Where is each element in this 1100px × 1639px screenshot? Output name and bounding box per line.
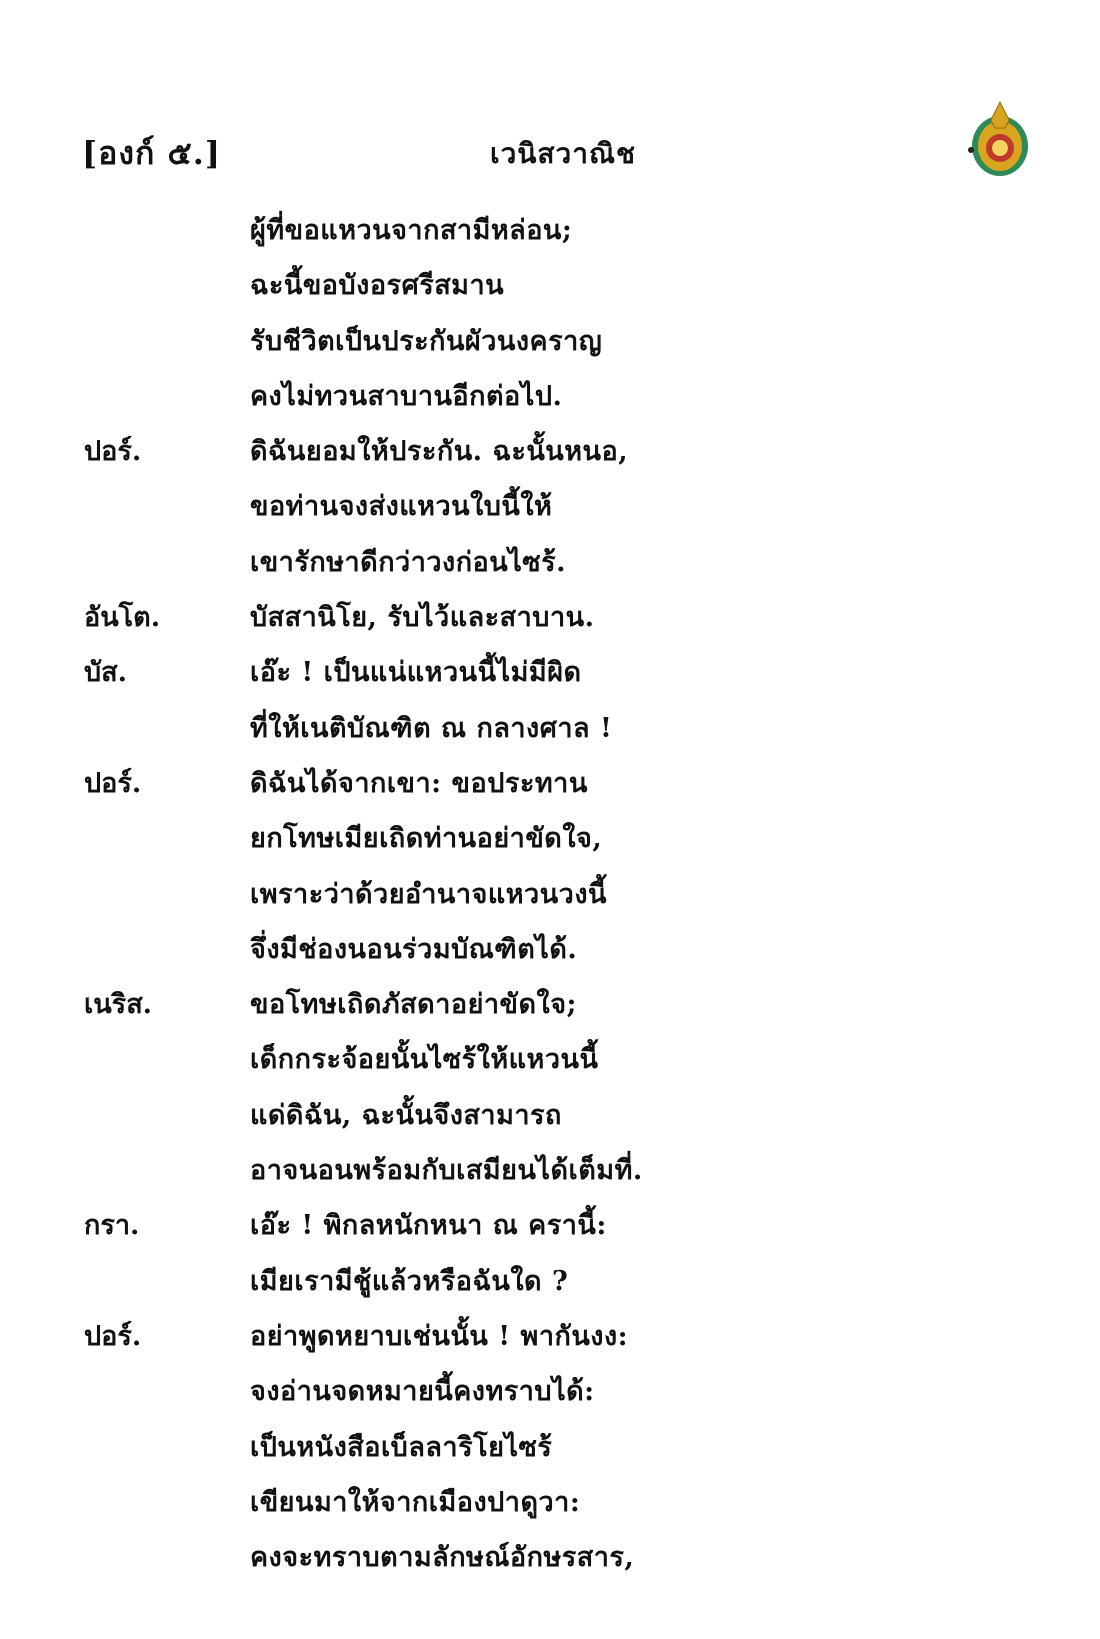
act-heading: [องก์ ๕.] xyxy=(82,134,221,172)
verse-line xyxy=(0,1036,1100,1091)
verse-line xyxy=(0,373,1100,428)
verse-line xyxy=(0,428,1100,483)
seal-crown xyxy=(991,102,1009,128)
verse-line xyxy=(0,318,1100,373)
verse-text: บัสสานิโย, รับไว้และสาบาน. xyxy=(250,602,595,634)
verse-line xyxy=(0,539,1100,594)
verse-line xyxy=(0,262,1100,317)
verse-line xyxy=(0,1092,1100,1147)
verse-lines xyxy=(0,207,1100,1589)
verse-line xyxy=(0,926,1100,981)
speaker-name: อันโต. xyxy=(84,602,161,634)
verse-text: เด็กกระจ้อยนั้นไซร้ให้แหวนนี้ xyxy=(250,1044,599,1076)
verse-line xyxy=(0,871,1100,926)
verse-text: อย่าพูดหยาบเช่นนั้น ! พากันงง: xyxy=(250,1320,629,1352)
verse-line xyxy=(0,981,1100,1036)
verse-text: ฉะนี้ขอบังอรศรีสมาน xyxy=(250,270,505,302)
verse-line xyxy=(0,1202,1100,1257)
verse-text: ผู้ที่ขอแหวนจากสามีหล่อน; xyxy=(250,215,573,246)
seal-mark xyxy=(968,147,974,153)
verse-text: คงจะทราบตามลักษณ์อักษรสาร, xyxy=(250,1542,635,1574)
verse-text: อาจนอนพร้อมกับเสมียนได้เต็มที่. xyxy=(250,1155,643,1187)
verse-text: ขอท่านจงส่งแหวนใบนี้ให้ xyxy=(250,491,553,523)
verse-text: เขารักษาดีกว่าวงก่อนไซร้. xyxy=(250,546,567,578)
verse-line xyxy=(0,1258,1100,1313)
verse-text: แด่ดิฉัน, ฉะนั้นจึงสามารถ xyxy=(250,1099,562,1131)
verse-line xyxy=(0,760,1100,815)
verse-text: ดิฉันยอมให้ประกัน. ฉะนั้นหนอ, xyxy=(250,436,629,468)
speaker-name: ปอร์. xyxy=(84,1320,142,1352)
verse-text: คงไม่ทวนสาบานอีกต่อไป. xyxy=(250,380,563,412)
verse-text: เอ๊ะ ! เป็นแน่แหวนนี้ไม่มีผิด xyxy=(250,657,582,689)
verse-text: ดิฉันได้จากเขา: ขอประทาน xyxy=(250,767,588,799)
verse-line xyxy=(0,649,1100,704)
verse-line xyxy=(0,483,1100,538)
verse-text: ยกโทษเมียเถิดท่านอย่าขัดใจ, xyxy=(250,823,603,855)
verse-line xyxy=(0,815,1100,870)
speaker-name: ปอร์. xyxy=(84,436,142,468)
verse-line xyxy=(0,1313,1100,1368)
verse-line xyxy=(0,1368,1100,1423)
verse-text: เพราะว่าด้วยอำนาจแหวนวงนี้ xyxy=(250,878,607,910)
seal-core xyxy=(992,140,1008,156)
page-title: เวนิสวาณิช xyxy=(490,137,636,170)
verse-text: ขอโทษเถิดภัสดาอย่าขัดใจ; xyxy=(250,989,578,1021)
speaker-name: บัส. xyxy=(84,657,128,689)
verse-text: เมียเรามีชู้แล้วหรือฉันใด ? xyxy=(250,1265,569,1297)
speaker-name: กรา. xyxy=(84,1210,140,1242)
verse-line xyxy=(0,705,1100,760)
verse-line xyxy=(0,207,1100,262)
verse-text: เขียนมาให้จากเมืองปาดูวา: xyxy=(250,1486,581,1518)
verse-text: จึ่งมีช่องนอนร่วมบัณฑิตได้. xyxy=(250,933,578,965)
verse-line xyxy=(0,1534,1100,1589)
verse-text: เป็นหนังสือเบ็ลลาริโยไซร้ xyxy=(250,1431,553,1463)
emblem-seal-icon xyxy=(965,98,1035,180)
verse-text: จงอ่านจดหมายนี้คงทราบได้: xyxy=(250,1376,595,1408)
speaker-name: ปอร์. xyxy=(84,767,142,799)
verse-line xyxy=(0,594,1100,649)
speaker-name: เนริส. xyxy=(84,989,153,1021)
verse-text: เอ๊ะ ! พิกลหนักหนา ณ ครานี้: xyxy=(250,1210,607,1242)
verse-line xyxy=(0,1147,1100,1202)
verse-line xyxy=(0,1424,1100,1479)
verse-text: ที่ให้เนติบัณฑิต ณ กลางศาล ! xyxy=(250,712,613,744)
verse-line xyxy=(0,1479,1100,1534)
verse-text: รับชีวิตเป็นประกันผัวนงคราญ xyxy=(250,325,603,357)
